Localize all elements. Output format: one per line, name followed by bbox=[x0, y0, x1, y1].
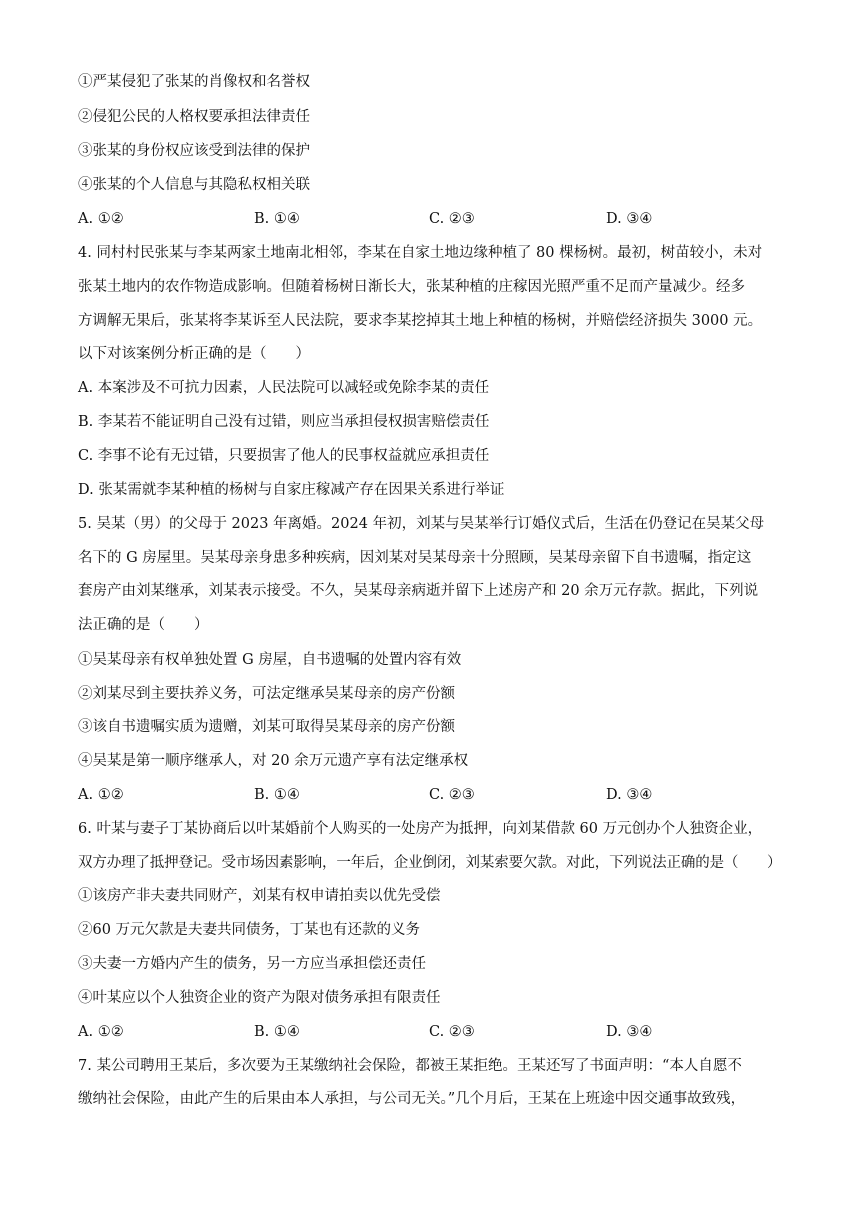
q7-stem-line-1: 7. 某公司聘用王某后，多次要为王某缴纳社会保险，都被王某拒绝。王某还写了书面声明：“本人自愿不 bbox=[78, 1058, 742, 1074]
q6-option-a: A. ①② bbox=[78, 1024, 124, 1040]
q4-stem-line-2: 张某土地内的农作物造成影响。但随着杨树日渐长大，张某种植的庄稼因光照严重不足而产量减少。经多 bbox=[78, 279, 745, 295]
q5-option-b: B. ①④ bbox=[254, 787, 300, 803]
q4-choice-a: A. 本案涉及不可抗力因素，人民法院可以减轻或免除李某的责任 bbox=[78, 380, 490, 396]
q5-option-a: A. ①② bbox=[78, 787, 124, 803]
q3-option-c: C. ②③ bbox=[429, 211, 475, 227]
q6-option-d: D. ③④ bbox=[606, 1024, 653, 1040]
q6-option-c: C. ②③ bbox=[429, 1024, 475, 1040]
q6-statement-2: ②60 万元欠款是夫妻共同债务，丁某也有还款的义务 bbox=[78, 922, 421, 938]
q4-choice-b: B. 李某若不能证明自己没有过错，则应当承担侵权损害赔偿责任 bbox=[78, 414, 490, 430]
q6-statement-4: ④叶某应以个人独资企业的资产为限对债务承担有限责任 bbox=[78, 990, 441, 1006]
q4-stem-line-3: 方调解无果后，张某将李某诉至人民法院，要求李某挖掉其土地上种植的杨树，并赔偿经济损失 3000 元。 bbox=[78, 313, 763, 329]
q5-statement-2: ②刘某尽到主要扶养义务，可法定继承吴某母亲的房产份额 bbox=[78, 686, 455, 702]
q3-statement-4: ④张某的个人信息与其隐私权相关联 bbox=[78, 177, 310, 193]
q5-option-d: D. ③④ bbox=[606, 787, 653, 803]
q4-stem-line-1: 4. 同村村民张某与李某两家土地南北相邻，李某在自家土地边缘种植了 80 棵杨树。最初，树苗较小，未对 bbox=[78, 245, 763, 261]
q4-choice-d: D. 张某需就李某种植的杨树与自家庄稼减产存在因果关系进行举证 bbox=[78, 482, 505, 498]
q6-options bbox=[78, 1022, 798, 1042]
q6-stem-line-2: 双方办理了抵押登记。受市场因素影响，一年后，企业倒闭，刘某索要欠款。对此，下列说法正确的是（ ） bbox=[78, 855, 782, 871]
q3-statement-2: ②侵犯公民的人格权要承担法律责任 bbox=[78, 109, 310, 125]
q5-stem-line-3: 套房产由刘某继承，刘某表示接受。不久，吴某母亲病逝并留下上述房产和 20 余万元存款。据此，下列说 bbox=[78, 583, 759, 599]
q6-stem-line-1: 6. 叶某与妻子丁某协商后以叶某婚前个人购买的一处房产为抵押，向刘某借款 60 万元创办个人独资企业， bbox=[78, 821, 763, 837]
q6-option-b: B. ①④ bbox=[254, 1024, 300, 1040]
q5-stem-line-4: 法正确的是（ ） bbox=[78, 617, 209, 633]
q5-stem-line-1: 5. 吴某（男）的父母于 2023 年离婚。2024 年初，刘某与吴某举行订婚仪式后，生活在仍登记在吴某父母 bbox=[78, 516, 765, 532]
q6-statement-1: ①该房产非夫妻共同财产，刘某有权申请拍卖以优先受偿 bbox=[78, 888, 441, 904]
q4-choice-c: C. 李事不论有无过错，只要损害了他人的民事权益就应承担责任 bbox=[78, 448, 490, 464]
q5-statement-1: ①吴某母亲有权单独处置 G 房屋，自书遗嘱的处置内容有效 bbox=[78, 652, 462, 668]
q3-option-b: B. ①④ bbox=[254, 211, 300, 227]
q3-statement-3: ③张某的身份权应该受到法律的保护 bbox=[78, 143, 310, 159]
q6-statement-3: ③夫妻一方婚内产生的债务，另一方应当承担偿还责任 bbox=[78, 956, 426, 972]
q3-options bbox=[78, 209, 798, 229]
q4-stem-line-4: 以下对该案例分析正确的是（ ） bbox=[78, 346, 310, 362]
q5-options bbox=[78, 785, 798, 805]
q5-statement-3: ③该自书遗嘱实质为遗赠，刘某可取得吴某母亲的房产份额 bbox=[78, 719, 455, 735]
q3-option-a: A. ①② bbox=[78, 211, 124, 227]
q5-statement-4: ④吴某是第一顺序继承人，对 20 余万元遗产享有法定继承权 bbox=[78, 753, 469, 769]
q5-stem-line-2: 名下的 G 房屋里。吴某母亲身患多种疾病，因刘某对吴某母亲十分照顾，吴某母亲留下自书遗嘱，指定这 bbox=[78, 550, 752, 566]
q7-stem-line-2: 缴纳社会保险，由此产生的后果由本人承担，与公司无关。”几个月后，王某在上班途中因交通事故致残， bbox=[78, 1091, 746, 1107]
q3-statement-1: ①严某侵犯了张某的肖像权和名誉权 bbox=[78, 74, 310, 90]
q5-option-c: C. ②③ bbox=[429, 787, 475, 803]
q3-option-d: D. ③④ bbox=[606, 211, 653, 227]
